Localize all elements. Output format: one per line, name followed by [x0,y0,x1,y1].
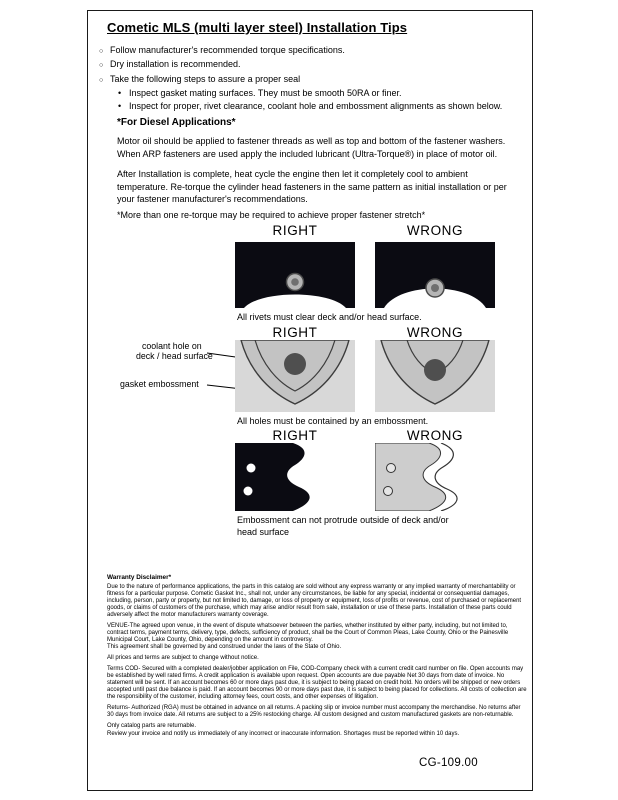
coolant-hole-right-diagram [235,340,355,412]
gasket-embossment-label: gasket embossment [120,379,199,389]
rivet-caption: All rivets must clear deck and/or head surface. [237,312,422,322]
right-heading: RIGHT [272,223,318,238]
warranty-paragraph: All prices and terms are subject to change without notice. [107,655,259,661]
circle-bullet-marker: ○ [99,62,104,70]
tip-item [99,58,502,72]
coolant-hole-wrong-diagram [375,340,495,412]
installation-tips-list [99,44,502,112]
embossment-wrong-diagram [375,443,495,511]
retorque-note: *More than one re-torque may be required to achieve proper fastener stretch* [117,210,426,220]
warranty-heading: Warranty Disclaimer* [107,574,172,581]
circle-bullet-marker: ○ [99,48,104,55]
rivet-clearance-wrong-diagram [375,242,495,308]
warranty-paragraph: Review your invoice and notify us immediately of any incorrect or inaccurate information. Shortages must be reported within 10 days. [107,731,460,737]
page-code: CG-109.00 [419,757,478,769]
embossment-caption: Embossment can not protrude outside of deck and/or head surface [237,515,449,537]
tip-text: Take the following steps to assure a proper seal [110,73,301,84]
warranty-paragraph: Terms COD- Secured with a completed dealer/jobber application on File, COD-Company check with a current credit card number on file. Open accounts may be established by well rated firms. A credit application is available upon request. Open accounts are due payable Net 30 days from date of invoice. No statement will be sent. If an account becomes 60 or more days past due, it is subject to being placed on credit hold. No orders will be shipped or new orders accepted until past due balance is paid. If an account becomes 90 or more days past due, it is subject to being placed for collections. All costs of collection are the responsibility of the customer, including attorney fees, court costs, and other expenses of litigation. [107,666,527,700]
wrong-heading: WRONG [406,223,464,238]
wrong-heading: WRONG [406,428,464,443]
rivet-clearance-right-diagram [235,242,355,308]
tip-item [99,44,502,58]
diesel-retorque-paragraph: After Installation is complete, heat cycle the engine then let it completely cool to ambient temperature. Re-torque the cylinder head fasteners in the same pattern as initial installation or per your fastener manufacturer's recommendations. [117,169,507,205]
warranty-paragraph: Only catalog parts are returnable. [107,723,197,729]
sub-tip-item [118,100,502,112]
sub-tip-text: Inspect for proper, rivet clearance, coolant hole and embossment alignments as shown below. [129,100,503,111]
wrong-heading: WRONG [406,325,464,340]
right-heading: RIGHT [272,325,318,340]
tip-item [99,73,502,87]
warranty-paragraph: This agreement shall be governed by and construed under the laws of the State of Ohio. [107,644,342,650]
sub-tip-text: Inspect gasket mating surfaces. They must be smooth 50RA or finer. [129,88,402,99]
holes-caption: All holes must be contained by an embossment. [237,416,429,426]
coolant-hole-label-line2: deck / head surface [136,351,213,361]
tip-text: Dry installation is recommended. [110,59,241,70]
warranty-paragraph: VENUE-The agreed upon venue, in the event of dispute whatsoever between the parties, whether instituted by either party, including, but not limited to, contract terms, payment terms, delivery, type, defects, sufficiency of product, shall be the Court of Common Pleas, Lake County, Ohio or the Painesville Municipal Court, Lake County, Ohio, depending on the amount in controversy. [107,623,509,643]
right-heading: RIGHT [272,428,318,443]
embossment-right-diagram [235,443,355,511]
tip-text: Follow manufacturer's recommended torque specifications. [110,45,345,55]
warranty-disclaimer-section [107,574,528,742]
coolant-hole-label-line1: coolant hole on [142,341,202,351]
circle-bullet-marker: ○ [99,76,104,84]
warranty-paragraph: Returns- Authorized (RGA) must be obtained in advance on all returns. A packing slip or invoice number must accompany the merchandise. No returns after 30 days from invoice date. All returns are subject to a 25% restocking charge. All custom designed and custom manufactured gaskets are non-returnable. [107,705,521,718]
diesel-applications-heading: *For Diesel Applications* [117,117,236,128]
diesel-oil-paragraph: Motor oil should be applied to fastener threads as well as top and bottom of the fastener washers. When ARP fasteners are used apply the included lubricant (Ultra-Torque®) in place of motor oil. [117,136,506,159]
page-title: Cometic MLS (multi layer steel) Installation Tips [107,20,408,35]
sub-tip-item [118,87,502,99]
warranty-paragraph: Due to the nature of performance applications, the parts in this catalog are sold without any express warranty or any implied warranty of merchantability or fitness for a particular purpose. Cometic Gasket Inc., shall not, under any circumstances, be liable for any special, incidental or consequential damages, including, person, party or property, but not limited to, damage, or loss of property or equipment, loss of profits or revenue, cost of purchased or replacement goods, or claims of customers of the purchase, which may arise and/or result from sale, installation or use of these parts. Installation of these parts could adversely affect the motor manufacturers warranty coverage. [107,584,522,618]
dot-bullet-marker: • [118,88,122,99]
dot-bullet-marker: • [118,100,122,111]
